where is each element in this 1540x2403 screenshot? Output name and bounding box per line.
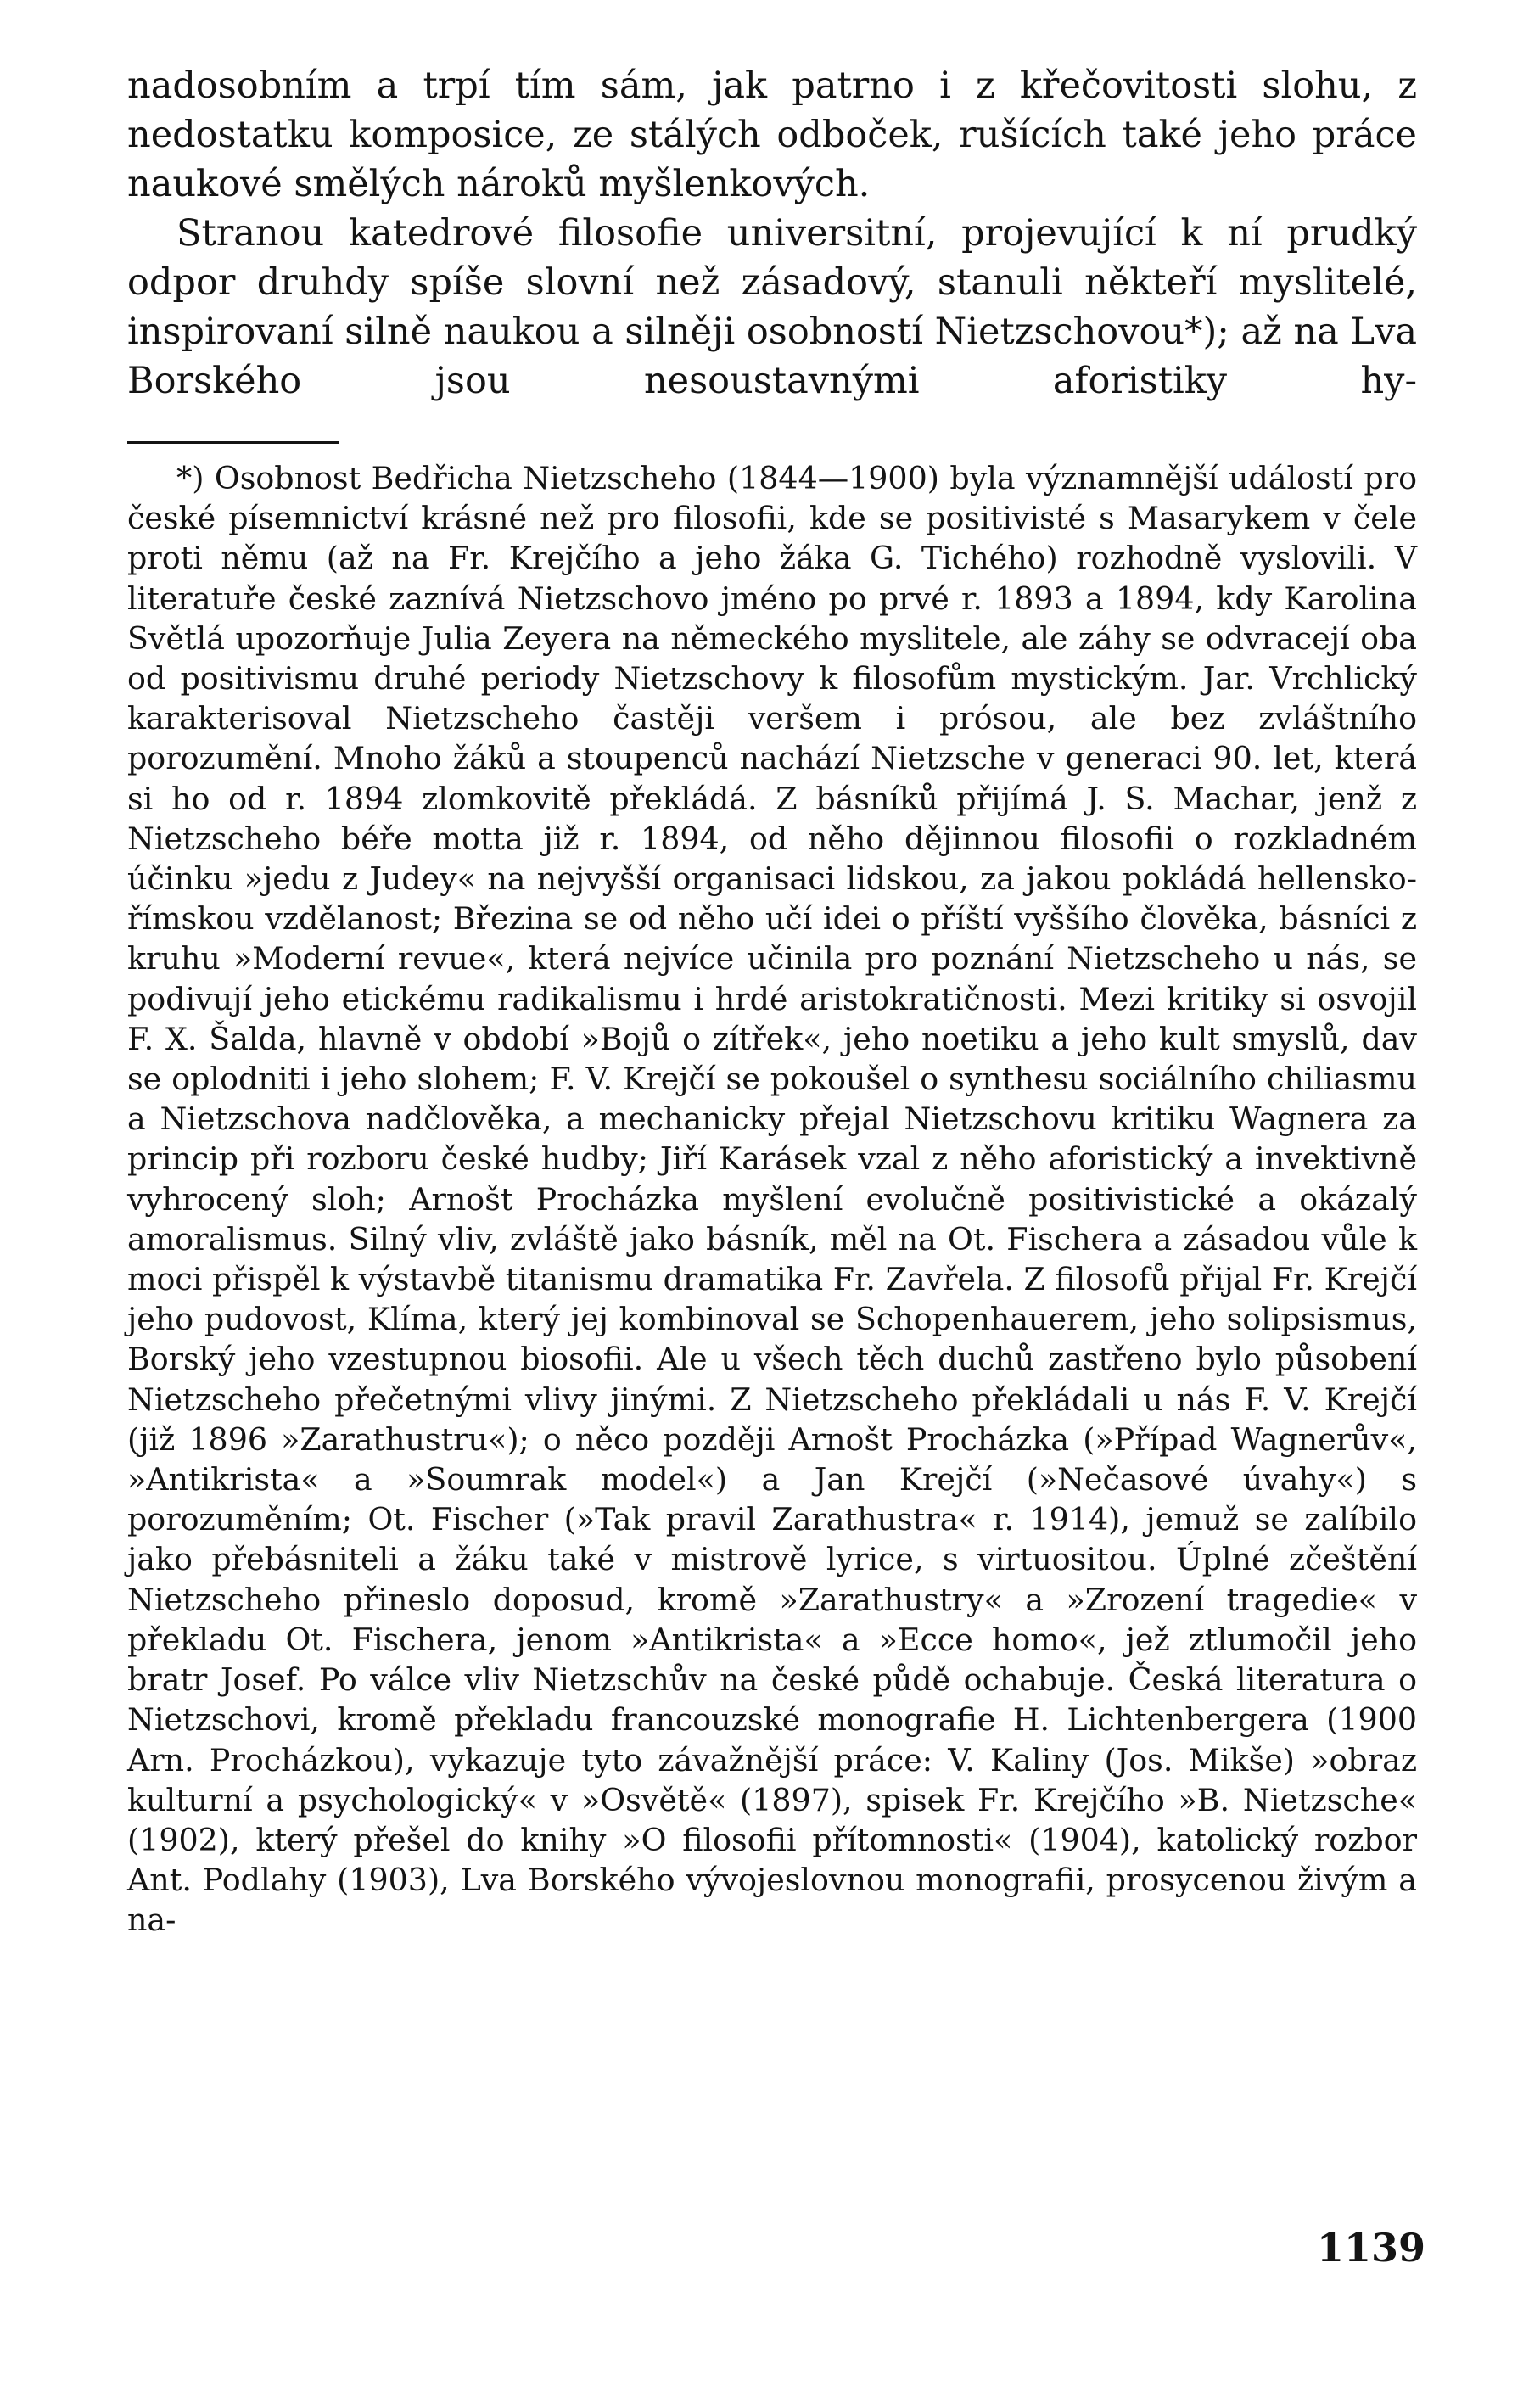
footnote-text: *) Osobnost Bedřicha Nietzscheho (1844—1900) byla významnější událostí pro české písemnictví krásné než pro filosofii, kde se positivisté s Masarykem v čele proti němu (až na Fr. Krejčího a jeho žáka G. Tichého) rozhodně vyslovili. V literatuře české zaznívá Nietzschovo jméno po prvé r. 1893 a 1894, kdy Karolina Světlá upozorňuje Julia Zeyera na německého myslitele, ale záhy se odvracejí oba od positivismu druhé periody Nietzschovy k filosofům mystickým. Jar. Vrchlický karakterisoval Nietzscheho častěji veršem i prósou, ale bez zvláštního porozumění. Mnoho žáků a stoupenců nachází Nietzsche v generaci 90. let, která si ho od r. 1894 zlomkovitě překládá. Z básníků přijímá J. S. Machar, jenž z Nietzscheho béře motta již r. 1894, od něho dějinnou filosofii o rozkladném účinku »jedu z Judey« na nejvyšší organisaci lidskou, za jakou pokládá hellensko-římskou vzdělanost; Březina se od něho učí idei o příští vyššího člověka, básníci z kruhu »Moderní revue«, která nejvíce učinila pro poznání Nietzscheho u nás, se podivují jeho etickému radikalismu i hrdé aristokratičnosti. Mezi kritiky si osvojil F. X. Šalda, hlavně v období »Bojů o zítřek«, jeho noetiku a jeho kult smyslů, dav se oplodniti i jeho slohem; F. V. Krejčí se pokoušel o synthesu sociálního chiliasmu a Nietzschova nadčlověka, a mechanicky přejal Nietzschovu kritiku Wagnera za princip při rozboru české hudby; Jiří Karásek vzal z něho aforistický a invektivně vyhrocený sloh; Arnošt Procházka myšlení evolučně positivistické a okázalý amoralismus. Silný vliv, zvláště jako básník, měl na Ot. Fischera a zásadou vůle k moci přispěl k výstavbě titanismu dramatika Fr. Zavřela. Z filosofů přijal Fr. Krejčí jeho pudovost, Klíma, který jej kombinoval se Schopenhauerem, jeho solipsismus, Borský jeho vzestupnou biosofii. Ale u všech těch duchů zastřeno bylo působení Nietzscheho přečetnými vlivy jinými. Z Nietzscheho překládali u nás F. V. Krejčí (již 1896 »Zarathustru«); o něco později Arnošt Procházka (»Případ Wagnerův«, »Antikrista« a »Soumrak model«) a Jan Krejčí (»Nečasové úvahy«) s porozuměním; Ot. Fischer (»Tak pravil Zarathustra« r. 1914), jemuž se zalíbilo jako přebásniteli a žáku také v mistrově lyrice, s virtuositou. Úplné zčeštění Nietzscheho přineslo doposud, kromě »Zarathustry« a »Zrození tragedie« v překladu Ot. Fischera, jenom »Antikrista« a »Ecce homo«, jež ztlumočil jeho bratr Josef. Po válce vliv Nietzschův na české půdě ochabuje. Česká literatura o Nietzschovi, kromě překladu francouzské monografie H. Lichtenbergera (1900 Arn. Procházkou), vykazuje tyto závažnější práce: V. Kaliny (Jos. Mikše) »obraz kulturní a psychologický« v »Osvětě« (1897), spisek Fr. Krejčího »B. Nietzsche« (1902), který přešel do knihy »O filosofii přítomnosti« (1904), katolický rozbor Ant. Podlahy (1903), Lva Borského vývojeslovnou monografii, prosycenou živým a na-	[127, 460, 1417, 1939]
page-number: 1139	[1316, 2225, 1425, 2271]
main-text-block	[127, 61, 1417, 406]
footnote-separator	[127, 441, 339, 444]
main-paragraph-2: Stranou katedrové filosofie universitní, projevující k ní prudký odpor druhdy spíše slovní než zásadový, stanuli někteří myslitelé, inspirovaní silně naukou a silněji osobností Nietzschovou*); až na Lva Borského jsou nesoustavnými aforistiky hy-	[127, 212, 1417, 402]
main-paragraph-1: nadosobním a trpí tím sám, jak patrno i z křečovitosti slohu, z nedostatku komposice, ze stálých odboček, rušících také jeho práce naukové smělých nároků myšlenkových.	[127, 64, 1417, 205]
footnote-block	[127, 458, 1417, 1941]
